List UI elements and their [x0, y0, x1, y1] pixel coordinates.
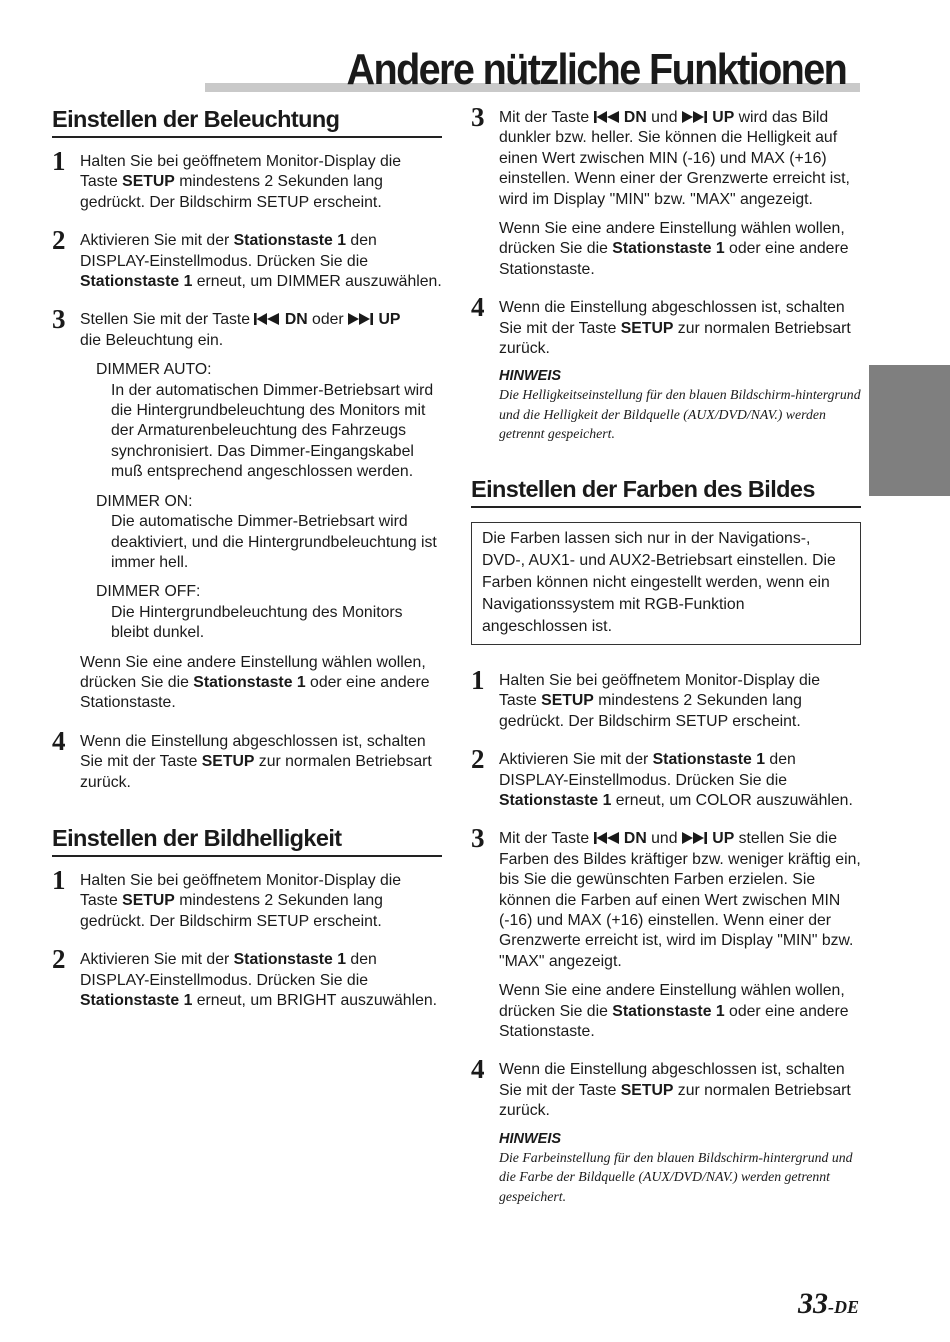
text: und [646, 109, 682, 126]
step-text [80, 732, 442, 793]
text: Wenn die Einstellung abgeschlossen ist, schalten Sie mit der Taste [499, 1061, 845, 1099]
page-title: Andere nützliche Funktionen [346, 45, 846, 94]
text: Mit der Taste [499, 830, 594, 848]
section-beleuchtung [52, 104, 442, 793]
dn-label: DN [284, 311, 308, 329]
text: erneut, um COLOR auszuwählen. [611, 792, 853, 809]
step-text [80, 653, 442, 714]
up-label: UP [712, 109, 735, 126]
page-language: -DE [828, 1297, 859, 1317]
station-key: Stationstaste 1 [499, 792, 612, 809]
step-number: 1 [52, 864, 66, 895]
text: oder eine andere Stationstaste. [80, 673, 430, 712]
dimmer-auto [80, 360, 442, 482]
step-number: 2 [52, 225, 66, 256]
text: Halten Sie bei geöffnetem Monitor-Display die Taste [499, 671, 821, 710]
text: und [646, 830, 682, 848]
text: oder eine andere Stationstaste. [499, 240, 849, 278]
section-title: Einstellen der Bildhelligkeit [52, 823, 442, 857]
text: erneut, um BRIGHT auszuwählen. [192, 992, 438, 1009]
skip-forward-icon [682, 832, 708, 844]
page-number [798, 1286, 859, 1325]
dn-key [594, 830, 647, 847]
step-3 [52, 304, 442, 713]
step-number: 4 [471, 1054, 485, 1085]
text: Aktivieren Sie mit der [80, 951, 234, 969]
note [499, 367, 861, 444]
step-text [499, 108, 861, 210]
step-number: 3 [52, 304, 66, 335]
left-column [52, 104, 442, 1029]
text: Halten Sie bei geöffnetem Monitor-Display die Taste [80, 871, 402, 910]
text: mindestens 2 Sekunden lang gedrückt. Der Bildschirm SETUP erscheint. [80, 173, 383, 211]
setup-key: SETUP [201, 753, 255, 771]
station-key: Stationstaste 1 [612, 1002, 725, 1020]
station-key: Stationstaste 1 [233, 232, 347, 250]
dn-label: DN [623, 109, 647, 126]
setup-key: SETUP [620, 1081, 674, 1099]
section-title: Einstellen der Beleuchtung [52, 104, 442, 138]
dn-key [254, 311, 307, 328]
text: stellen Sie die Farben des Bildes kräftiger bzw. weniger kräftig ein, bis Sie die gewünschten Farben erzielen. Sie können die Farben auf einen Wert zwischen MIN (-16) und MAX (+16) einstellen. Wenn einer der Grenzwerte erreicht ist, wird im Display "MIN" bzw. "MAX" angezeigt. [499, 830, 861, 970]
step-number: 4 [471, 292, 485, 323]
step-number: 3 [471, 102, 485, 132]
section-farben [471, 474, 861, 1206]
option-text: In der automatischen Dimmer-Betriebsart wird die Hintergrundbeleuchtung des Monitors mit der Armaturenbeleuchtung des Fahrzeugs synchronisiert. Das Dimmer-Eingangskabel muß entsprechend angeschlossen werden. [111, 381, 434, 481]
text: zur normalen Betriebsart zurück. [499, 319, 851, 358]
note-label: HINWEIS [499, 1130, 562, 1147]
text: Wenn Sie eine andere Einstellung wählen wollen, drücken Sie die [80, 653, 426, 691]
text: mindestens 2 Sekunden lang gedrückt. Der Bildschirm SETUP erscheint. [80, 892, 383, 930]
step-text [499, 981, 861, 1042]
option-text: Die Hintergrundbeleuchtung des Monitors bleibt dunkel. [111, 603, 403, 642]
text: den DISPLAY-Einstellmodus. Drücken Sie die [80, 951, 377, 989]
dimmer-off [80, 582, 442, 643]
note-text: Die Farbeinstellung für den blauen Bildschirm-hintergrund und die Farbe der Bildquelle (AUX/DVD/NAV.) werden getrennt gespeichert. [499, 1149, 853, 1204]
text: Aktivieren Sie mit der [499, 751, 653, 769]
step-text [499, 829, 861, 972]
setup-key: SETUP [122, 892, 175, 910]
up-label: UP [712, 830, 735, 848]
text: den DISPLAY-Einstellmodus. Drücken Sie die [80, 232, 377, 270]
step-text [80, 950, 442, 1011]
skip-back-icon [594, 832, 620, 844]
step-text [499, 671, 861, 732]
station-key: Stationstaste 1 [193, 673, 306, 691]
section-bildhelligkeit [52, 823, 442, 1011]
text: Wenn Sie eine andere Einstellung wählen wollen, drücken Sie die [499, 982, 845, 1020]
brightness-step-3 [471, 102, 861, 280]
step-text [80, 231, 442, 292]
text: Wenn die Einstellung abgeschlossen ist, schalten Sie mit der Taste [80, 732, 426, 771]
step-number: 2 [52, 944, 66, 975]
note-label: HINWEIS [499, 368, 562, 385]
option-label: DIMMER OFF: [96, 583, 201, 601]
station-key: Stationstaste 1 [80, 273, 193, 291]
text: Wenn Sie eine andere Einstellung wählen wollen, drücken Sie die [499, 220, 845, 258]
up-key [682, 830, 734, 847]
up-label: UP [378, 311, 401, 329]
step-text [80, 152, 442, 213]
section-side-tab [869, 365, 950, 496]
step-text [499, 298, 861, 359]
text: mindestens 2 Sekunden lang gedrückt. Der Bildschirm SETUP erscheint. [499, 692, 802, 730]
text: zur normalen Betriebsart zurück. [80, 753, 432, 791]
dn-label: DN [623, 830, 647, 848]
up-key [348, 311, 400, 328]
note-text: Die Helligkeitseinstellung für den blauen Bildschirm-hintergrund und die Helligkeit der Bildquelle (AUX/DVD/NAV.) werden getrennt gespeichert. [499, 387, 861, 442]
station-key: Stationstaste 1 [233, 951, 347, 969]
station-key: Stationstaste 1 [80, 992, 193, 1009]
text: wird das Bild dunkler bzw. heller. Sie können die Helligkeit auf einen Wert zwischen MIN (-16) und MAX (+16) einstellen. Wenn einer der Grenzwerte erreicht ist, wird im Display "MIN" bzw. "MAX" angezeigt. [499, 109, 850, 208]
page-number-value: 33 [798, 1287, 828, 1320]
step-number: 3 [471, 823, 485, 854]
text: oder [307, 311, 349, 329]
text: Mit der Taste [499, 109, 594, 126]
text: Stellen Sie mit der Taste [80, 311, 255, 329]
text: Aktivieren Sie mit der [80, 232, 234, 250]
text: oder eine andere Stationstaste. [499, 1002, 849, 1041]
step-1 [52, 864, 442, 932]
up-key [682, 109, 734, 126]
step-2 [52, 944, 442, 1011]
dimmer-on [80, 492, 442, 574]
step-number: 1 [471, 664, 485, 695]
text: erneut, um DIMMER auszuwählen. [192, 273, 442, 291]
step-text [499, 750, 861, 811]
skip-back-icon [594, 111, 620, 123]
step-text [499, 219, 861, 280]
step-2 [471, 744, 861, 811]
option-label: DIMMER AUTO: [96, 361, 212, 379]
dn-key [594, 109, 647, 126]
step-4 [52, 725, 442, 793]
station-key: Stationstaste 1 [612, 240, 725, 258]
setup-key: SETUP [620, 319, 674, 337]
step-text [80, 310, 442, 351]
step-1 [52, 146, 442, 213]
note [499, 1130, 861, 1207]
setup-key: SETUP [122, 173, 175, 191]
option-label: DIMMER ON: [96, 492, 193, 510]
right-column [471, 102, 861, 1224]
text: zur normalen Betriebsart zurück. [499, 1081, 851, 1120]
text: die Beleuchtung ein. [80, 331, 224, 349]
step-number: 2 [471, 744, 485, 775]
skip-back-icon [254, 313, 280, 325]
text: Halten Sie bei geöffnetem Monitor-Display die Taste [80, 153, 402, 191]
step-text [499, 1060, 861, 1121]
text: Wenn die Einstellung abgeschlossen ist, schalten Sie mit der Taste [499, 299, 845, 337]
station-key: Stationstaste 1 [652, 751, 766, 769]
brightness-step-4 [471, 292, 861, 444]
info-box: Die Farben lassen sich nur in der Navigations-, DVD-, AUX1- und AUX2-Betriebsart einstellen. Die Farben können nicht eingestellt werden, wenn ein Navigationssystem mit RGB-Funktion angeschlossen ist. [471, 522, 861, 645]
step-number: 4 [52, 725, 66, 756]
option-text: Die automatische Dimmer-Betriebsart wird deaktiviert, und die Hintergrundbeleuchtung ist immer hell. [111, 513, 437, 571]
step-4 [471, 1054, 861, 1206]
text: den DISPLAY-Einstellmodus. Drücken Sie die [499, 751, 796, 789]
section-title: Einstellen der Farben des Bildes [471, 474, 861, 508]
step-text [80, 871, 442, 932]
step-2 [52, 225, 442, 292]
step-number: 1 [52, 146, 66, 176]
step-3 [471, 823, 861, 1042]
skip-forward-icon [348, 313, 374, 325]
step-1 [471, 664, 861, 732]
skip-forward-icon [682, 111, 708, 123]
setup-key: SETUP [541, 692, 594, 710]
